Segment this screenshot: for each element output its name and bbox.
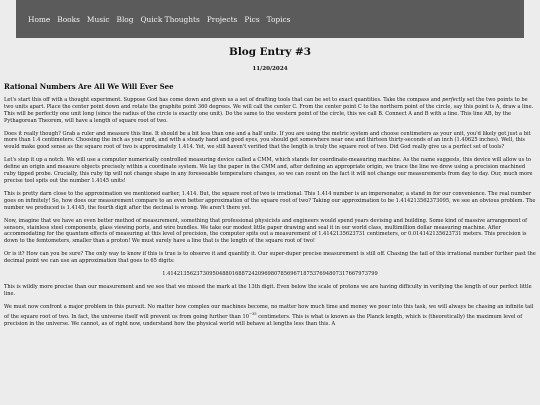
article-heading: Rational Numbers Are All We Will Ever See xyxy=(4,81,174,91)
nav-link-projects[interactable]: Projects xyxy=(206,14,238,24)
article xyxy=(4,38,536,327)
sqrt2-approximation: 1.41421356237309504880168872420969807856967187537694807317667973799 xyxy=(162,271,378,278)
paragraph-6: Or is it? How can you be sure? The only way to know if this is true is to observe it and quantify it. Our super-duper precise measurement is still off. Chasing the tail of this irrational number further past the decimal point we can use an approximation that goes to 65 digits: xyxy=(4,251,536,265)
article-title: Blog Entry #3 xyxy=(229,46,311,58)
nav-link-home[interactable]: Home xyxy=(28,14,51,24)
paragraph-8-text-a: We must now confront a major problem in this pursuit. No matter how complex our machines become, no matter how much time and money we pour into this task, we will always be chasing an infinite tail of the square root of two. In fact, the universe itself will prevent us from going further than 10 xyxy=(4,303,534,320)
nav-link-blog[interactable]: Blog xyxy=(116,14,134,24)
paragraph-8 xyxy=(4,304,536,328)
paragraph-8-text-b: centimeters. This is what is known as the Planck length, which is (theoretically) the maximum level of precision in the universe. We cannot, as of right now, understand how the physical world will behave at lengths less than this. A xyxy=(4,313,523,327)
paragraph-1 xyxy=(4,97,536,125)
nav-link-books[interactable]: Books xyxy=(57,14,80,24)
paragraph-1-text-a: Let's start this off with a thought experiment. Suppose God has come down and given us a set of drafting tools that can be set to exact quantities. Take the compass and xyxy=(4,96,443,103)
paragraph-1-text-b: set the two points to be two units apart. Place the center point down and rotate the graphite point 360 degrees. We will call the center C. From the center point C to the northern point of the circle, say this point is A, draw a line. This will be perfectly one unit long (since the radius of the circle is exactly one unit). Do the same to the western point of the circle, this we call B. Connect A and B with a line. This line AB, by the Pythagorean Theorem, will have a length of square root of two. xyxy=(4,96,534,124)
top-nav-bar xyxy=(16,0,524,38)
paragraph-4: This is pretty darn close to the approximation we mentioned earlier, 1.414. But, the square root of two is irrational. This 1.414 number is an impersonator, a stand in for our convenience. The real number goes on infinitely! So, how does our measurement compare to an even better approximation of the square root of two? Taking our approximation to be 1.414213562373095, we see an obvious problem. The number we produced is 1.4145, the fourth digit after the decimal is wrong. We aren't there yet. xyxy=(4,190,536,211)
nav-link-pics[interactable]: Pics xyxy=(244,14,260,24)
article-date: 11/20/2024 xyxy=(252,66,288,72)
nav-link-topics[interactable]: Topics xyxy=(266,14,291,24)
paragraph-3: Let's step it up a notch. We will use a computer numerically controlled measuring device called a CMM, which stands for coordinate-measuring machine. As the name suggests, this device will allow us to define an origin and measure objects precisely within a coordinate system. We lay the paper in the CMM and, after defining an appropriate origin, we trace the line we drew using a precision machined ruby tipped probe. Crucially, this ruby tip will not change shape in any foreseeable temperature changes, so we can count on the fact it will not change our measurements from day to day. Our, much more precise tool spits out the number 1.4145 units! xyxy=(4,157,533,184)
paragraph-8-exponent: −35 xyxy=(248,311,257,316)
nav-link-music[interactable]: Music xyxy=(86,14,110,24)
paragraph-7: This is wildly more precise than our measurement and we see that we missed the mark at the 13th digit. Even below the scale of protons we are having difficulty in verifying the length of our perfect little line. xyxy=(4,283,532,297)
nav-link-quick-thoughts[interactable]: Quick Thoughts xyxy=(140,14,200,24)
paragraph-2: Does it really though? Grab a ruler and measure this line. It should be a bit less than one and a half units. If you are using the metric system and choose centimeters as your unit, you'd likely get just a bit more than 1.4 centimeters. Choosing the inch as your unit, and with a steady hand and good eyes, you should get somewhere near one and thirteen thirty-seconds of an inch (1.40625 inches). Well, this would make good sense as the square root of two is approximately 1.414. Yet, we still haven't verified that the length is truly the square root of two. Did God really give us a perfect set of tools? xyxy=(4,130,531,151)
paragraph-1-emphasis: perfectly xyxy=(442,96,466,103)
paragraph-5: Now, imagine that we have an even better method of measurement, something that professional physicists and engineers would spend years devising and building. Some kind of massive arrangement of sensors, stainless steel components, glass viewing ports, and wire bundles. We take our modest little paper drawing and seal it in our world class, multimillion dollar measuring machine. After accommodating for the quantum effects of measuring at this level of precision, the computer spits out a measurement of 1.414213562373​1 centimeters, or 0.014142135623731 meters. This precision is down to the femtometers, smaller than a proton! We must surely have a line that is the length of the square root of two! xyxy=(4,217,528,245)
